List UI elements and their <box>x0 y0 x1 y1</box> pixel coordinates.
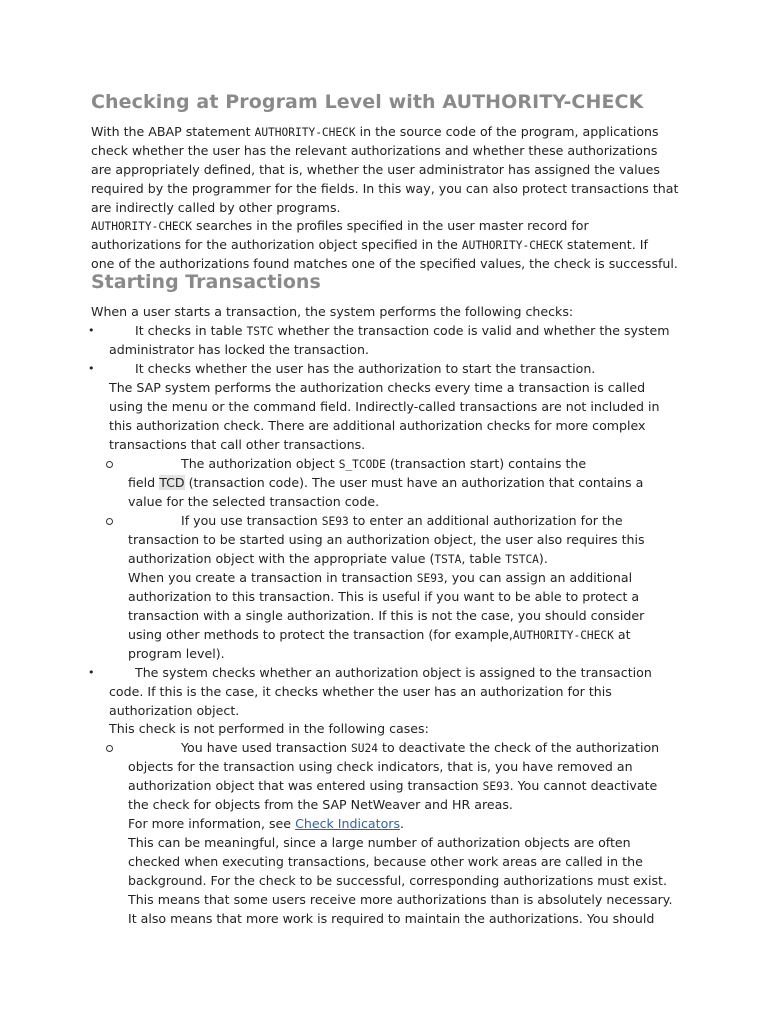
sub-item-text: authorization object that was entered using transaction SE93. You cannot deactivate <box>128 778 658 793</box>
bullet-marker: • <box>88 362 95 375</box>
list-item-text: code. If this is the case, it checks whether the user has an authorization for this <box>109 684 612 699</box>
paragraph-line: are appropriately defined, that is, whether the user administrator has assigned the values <box>91 162 660 177</box>
sub-item-text: value for the selected transaction code. <box>128 494 380 509</box>
sub-item-text: program level). <box>128 646 225 661</box>
sub-item-text: objects for the transaction using check indicators, that is, you have removed an <box>128 759 633 774</box>
sub-item-text: the check for objects from the SAP NetWeaver and HR areas. <box>128 797 513 812</box>
bullet-marker: • <box>88 666 95 679</box>
sub-bullet-marker <box>106 461 113 468</box>
sub-item-text: using other methods to protect the transaction (for example,AUTHORITY-CHECK at <box>128 627 631 642</box>
sub-bullet-marker <box>106 518 113 525</box>
heading-authority-check: Checking at Program Level with AUTHORITY-CHECK <box>91 91 644 113</box>
sub-item-text: For more information, see Check Indicators. <box>128 816 405 831</box>
list-item-text: The system checks whether an authorization object is assigned to the transaction <box>135 665 652 680</box>
sub-item-text: background. For the check to be successful, corresponding authorizations must exist. <box>128 873 667 888</box>
sub-item-text: When you create a transaction in transaction SE93, you can assign an additional <box>128 570 633 585</box>
bullet-marker: • <box>88 324 95 337</box>
sub-item-text: You have used transaction SU24 to deactivate the check of the authorization <box>181 740 660 755</box>
sub-item-text: The authorization object S_TCODE (transaction start) contains the <box>181 456 587 471</box>
sub-item-text: transaction to be started using an authorization object, the user also requires this <box>128 532 645 547</box>
sub-item-text: field TCD (transaction code). The user must have an authorization that contains a <box>128 475 644 490</box>
sub-item-text: This can be meaningful, since a large number of authorization objects are often <box>128 835 631 850</box>
sub-bullet-marker <box>106 745 113 752</box>
paragraph-line: are indirectly called by other programs. <box>91 200 341 215</box>
sub-item-text: authorization object with the appropriate value (TSTA, table TSTCA). <box>128 551 548 566</box>
paragraph-line: required by the programmer for the fields. In this way, you can also protect transactions that <box>91 181 679 196</box>
check-indicators-link[interactable]: Check Indicators <box>295 816 401 831</box>
list-item-text: It checks in table TSTC whether the transaction code is valid and whether the system <box>135 323 670 338</box>
paragraph-line: With the ABAP statement AUTHORITY-CHECK in the source code of the program, applications <box>91 124 659 139</box>
sub-item-text: authorization to this transaction. This is useful if you want to be able to protect a <box>128 589 640 604</box>
paragraph-line: AUTHORITY-CHECK searches in the profiles specified in the user master record for <box>91 218 589 233</box>
heading-starting-transactions: Starting Transactions <box>91 271 321 293</box>
list-item-text: It checks whether the user has the authorization to start the transaction. <box>135 361 596 376</box>
sub-item-text: transaction with a single authorization. If this is not the case, you should consider <box>128 608 645 623</box>
list-item-text: using the menu or the command field. Indirectly-called transactions are not included in <box>109 399 660 414</box>
list-item-text: transactions that call other transactions. <box>109 437 366 452</box>
sub-item-text: If you use transaction SE93 to enter an additional authorization for the <box>181 513 623 528</box>
paragraph-line: check whether the user has the relevant authorizations and whether these authorizations <box>91 143 658 158</box>
sub-item-text: It also means that more work is required to maintain the authorizations. You should <box>128 911 655 926</box>
sub-item-text: checked when executing transactions, because other work areas are called in the <box>128 854 643 869</box>
paragraph-line: authorizations for the authorization object specified in the AUTHORITY-CHECK statement. If <box>91 237 648 252</box>
intro-text: When a user starts a transaction, the system performs the following checks: <box>91 304 574 319</box>
list-item-text: authorization object. <box>109 703 240 718</box>
list-item-text: this authorization check. There are additional authorization checks for more complex <box>109 418 646 433</box>
paragraph-line: one of the authorizations found matches one of the specified values, the check is successful. <box>91 256 678 271</box>
list-item-text: This check is not performed in the following cases: <box>109 721 429 736</box>
list-item-text: The SAP system performs the authorization checks every time a transaction is called <box>109 380 646 395</box>
tcd-highlight: TCD <box>159 475 185 490</box>
list-item-text: administrator has locked the transaction. <box>109 342 369 357</box>
sub-item-text: This means that some users receive more authorizations than is absolutely necessary. <box>128 892 673 907</box>
